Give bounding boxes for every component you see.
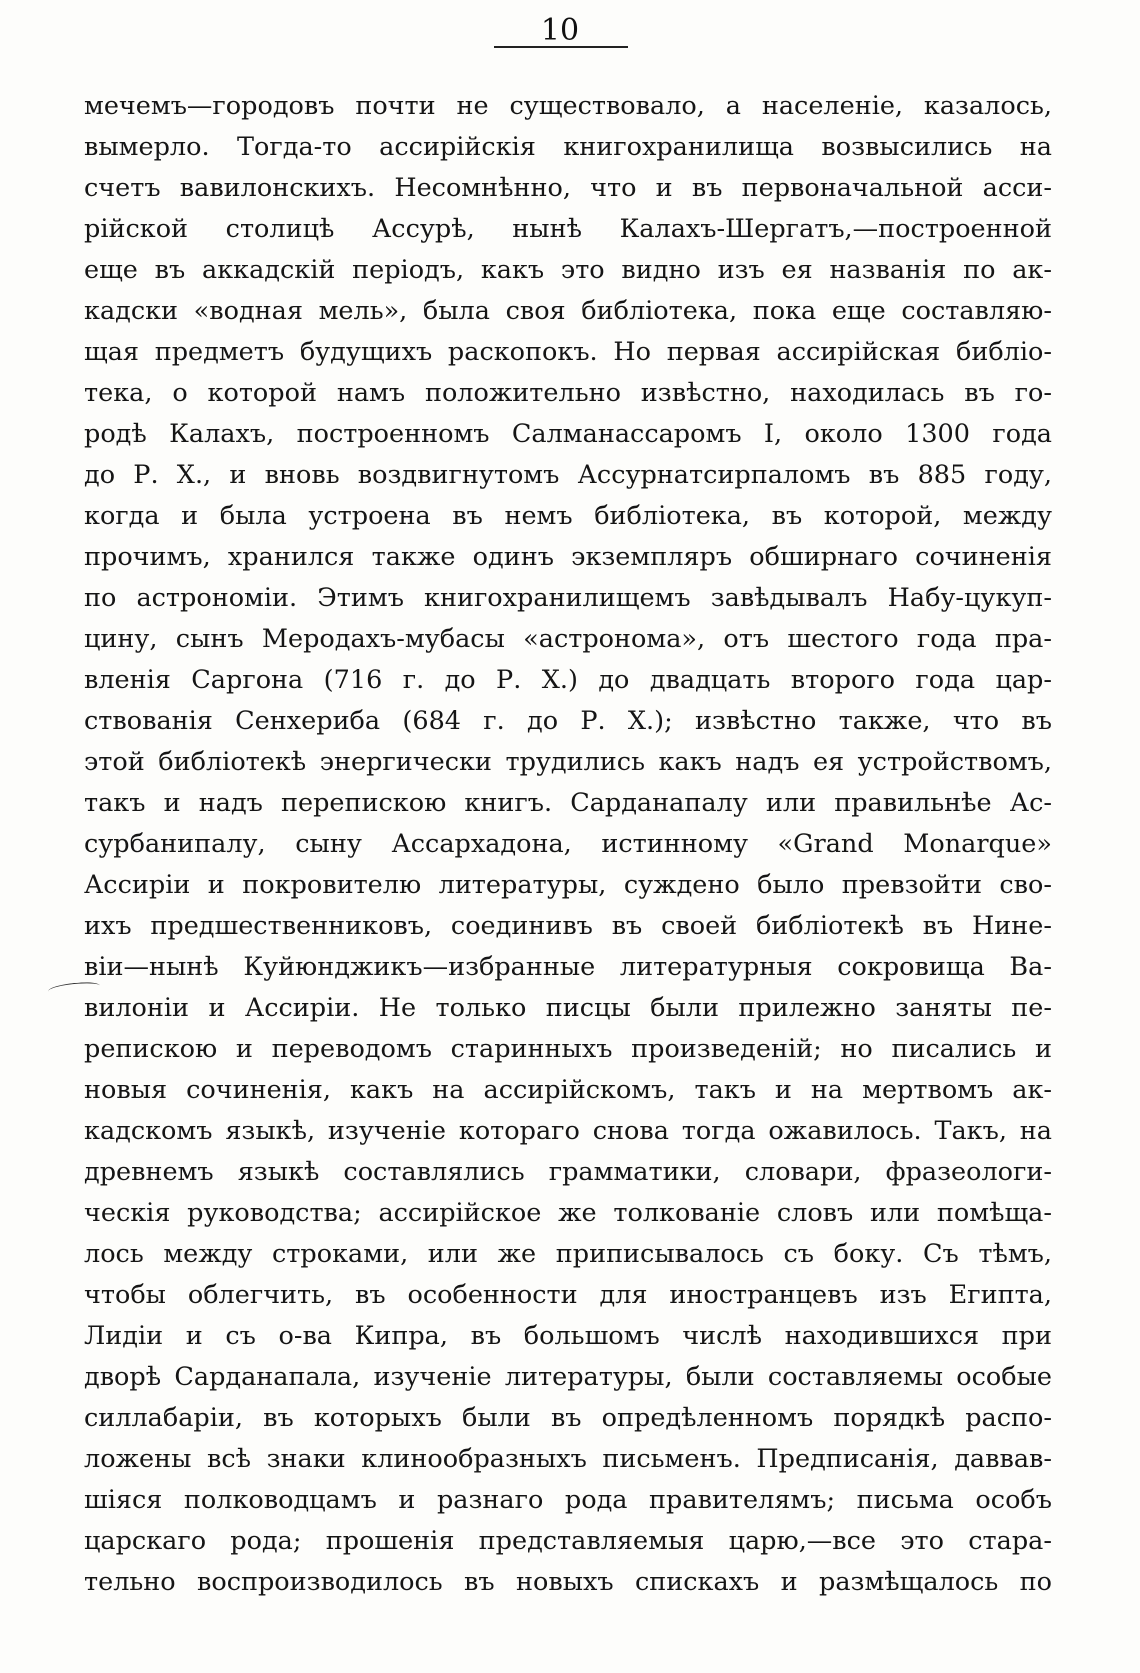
text-line: Ассиріи и покровителю литературы, суждено было превзойти сво- — [84, 870, 1052, 900]
text-line: такъ и надъ перепискою книгъ. Сарданапалу или правильнѣе Ас- — [84, 788, 1052, 818]
text-line: родѣ Калахъ, построенномъ Салманассаромъ I, около 1300 года — [84, 419, 1052, 449]
text-line: дворѣ Сарданапала, изученіе литературы, были составляемы особые — [84, 1362, 1052, 1392]
text-line: еще въ аккадскій періодъ, какъ это видно изъ ея названія по ак- — [84, 255, 1052, 285]
text-line: рійской столицѣ Ассурѣ, нынѣ Калахъ-Шергатъ,—построенной — [84, 214, 1052, 244]
body-text — [84, 86, 1052, 1603]
text-line: ствованія Сенхериба (684 г. до Р. Х.); извѣстно также, что въ — [84, 706, 1052, 736]
text-line: прочимъ, хранился также одинъ экземпляръ обширнаго сочиненія — [84, 542, 1052, 572]
text-line: новыя сочиненія, какъ на ассирійскомъ, такъ и на мертвомъ ак- — [84, 1075, 1052, 1105]
text-line: лось между строками, или же приписывалось съ боку. Съ тѣмъ, — [84, 1239, 1052, 1269]
text-line: когда и была устроена въ немъ библіотека, въ которой, между — [84, 501, 1052, 531]
text-line: этой библіотекѣ энергически трудились какъ надъ ея устройствомъ, — [84, 747, 1052, 777]
text-line: тельно воспроизводилось въ новыхъ спискахъ и размѣщалось по — [84, 1567, 1052, 1597]
text-line: ложены всѣ знаки клинообразныхъ письменъ. Предписанія, даввав- — [84, 1444, 1052, 1474]
text-line: мечемъ—городовъ почти не существовало, а населеніе, казалось, — [84, 91, 1052, 121]
text-line: царскаго рода; прошенія представляемыя царю,—все это стара- — [84, 1526, 1052, 1556]
text-line: вленія Саргона (716 г. до Р. Х.) до двадцать второго года цар- — [84, 665, 1052, 695]
text-line: кадскомъ языкѣ, изученіе котораго снова тогда ожавилось. Такъ, на — [84, 1116, 1052, 1146]
text-line: Лидіи и съ о-ва Кипра, въ большомъ числѣ находившихся при — [84, 1321, 1052, 1351]
text-line: віи—нынѣ Куйюнджикъ—избранные литературныя сокровища Ва- — [84, 952, 1052, 982]
text-line: цину, сынъ Меродахъ-мубасы «астронома», отъ шестого года пра- — [84, 624, 1052, 654]
text-line: шіяся полководцамъ и разнаго рода правителямъ; письма особъ — [84, 1485, 1052, 1515]
text-line: чтобы облегчить, въ особенности для иностранцевъ изъ Египта, — [84, 1280, 1052, 1310]
text-line: вилоніи и Ассиріи. Не только писцы были прилежно заняты пе- — [84, 993, 1052, 1023]
text-line: силлабаріи, въ которыхъ были въ опредѣленномъ порядкѣ распо- — [84, 1403, 1052, 1433]
page-number: 10 — [540, 13, 580, 48]
text-line: ческія руководства; ассирійское же толкованіе словъ или помѣща- — [84, 1198, 1052, 1228]
text-line: по астрономіи. Этимъ книгохранилищемъ завѣдывалъ Набу-цукуп- — [84, 583, 1052, 613]
page-number-rule — [494, 46, 628, 48]
text-line: репискою и переводомъ старинныхъ произведеній; но писались и — [84, 1034, 1052, 1064]
text-line: ихъ предшественниковъ, соединивъ въ своей библіотекѣ въ Нине- — [84, 911, 1052, 941]
text-line: щая предметъ будущихъ раскопокъ. Но первая ассирійская библіо- — [84, 337, 1052, 367]
text-line: счетъ вавилонскихъ. Несомнѣнно, что и въ первоначальной асси- — [84, 173, 1052, 203]
text-line: вымерло. Тогда-то ассирійскія книгохранилища возвысились на — [84, 132, 1052, 162]
text-line: тека, о которой намъ положительно извѣстно, находилась въ го- — [84, 378, 1052, 408]
text-line: кадски «водная мель», была своя библіотека, пока еще составляю- — [84, 296, 1052, 326]
text-line: сурбанипалу, сыну Ассархадона, истинному «Grand Monarque» — [84, 829, 1052, 859]
text-line: до Р. Х., и вновь воздвигнутомъ Ассурнатсирпаломъ въ 885 году, — [84, 460, 1052, 490]
text-line: древнемъ языкѣ составлялись грамматики, словари, фразеологи- — [84, 1157, 1052, 1187]
